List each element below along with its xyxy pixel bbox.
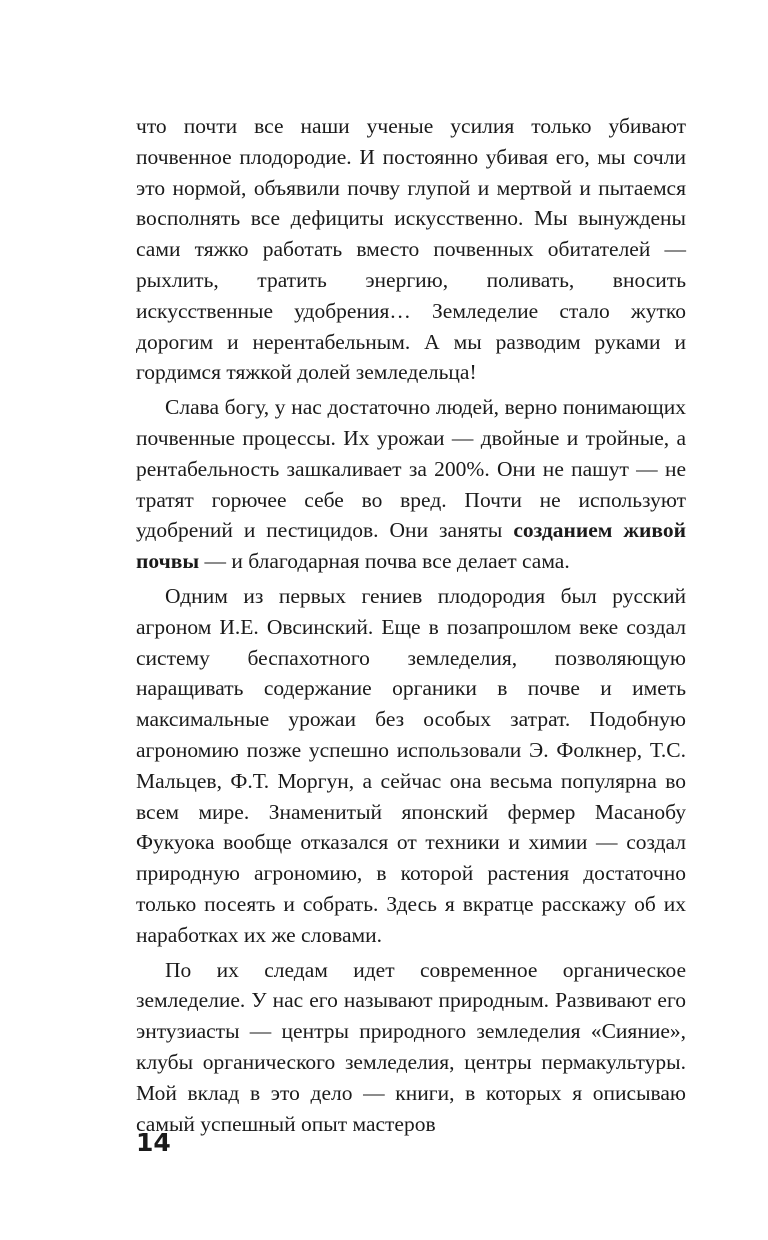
emphasized-text: созданием живой почвы <box>136 518 687 574</box>
paragraph <box>136 111 686 388</box>
paragraph-text: Одним из первых гениев плодородия был русский агроном И.Е. Овсинский. Еще в позапрошлом веке создал систему беспахотного земледелия, позволяющую наращивать содержание органики в почве и иметь максимальные урожаи без особых затрат. Подобную агрономию позже успешно использовали Э. Фолкнер, Т.С. Мальцев, Ф.Т. Моргун, а сейчас она весьма популярна во всем мире. Знаменитый японский фермер Масанобу Фукуока вообще отказался от техники и химии — создал природную агрономию, в которой растения достаточно только посеять и собрать. Здесь я вкратце расскажу об их наработках их же словами. <box>136 583 686 947</box>
paragraph <box>136 392 686 577</box>
paragraph-text: — и благодарная почва все делает сама. <box>199 549 570 574</box>
page-number: 14 <box>136 1128 171 1157</box>
paragraph <box>136 955 686 1140</box>
body-text <box>136 111 686 1139</box>
paragraph-text: что почти все наши ученые усилия только убивают почвенное плодородие. И постоянно убивая его, мы сочли это нормой, объявили почву глупой и мертвой и пытаемся восполнять все дефициты искусственно. Мы вынуждены сами тяжко работать вместо почвенных обитателей — рыхлить, тратить энергию, поливать, вносить искусственные удобрения… Земледелие стало жутко дорогим и нерентабельным. А мы разводим руками и гордимся тяжкой долей земледельца! <box>136 114 686 385</box>
paragraph-text: По их следам идет современное органическое земледелие. У нас его называют природным. Развивают его энтузиасты — центры природного земледелия «Сияние», клубы органического земледелия, центры пермакультуры. Мой вклад в это дело — книги, в которых я описываю самый успешный опыт мастеров <box>136 957 686 1136</box>
paragraph-text: Слава богу, у нас достаточно людей, верно понимающих почвенные процессы. Их урожаи — двойные и тройные, а рентабельность зашкаливает за 200%. Они не пашут — не тратят горючее себе во вред. Почти не используют удобрений и пестицидов. Они заняты <box>136 395 686 543</box>
paragraph <box>136 581 686 951</box>
